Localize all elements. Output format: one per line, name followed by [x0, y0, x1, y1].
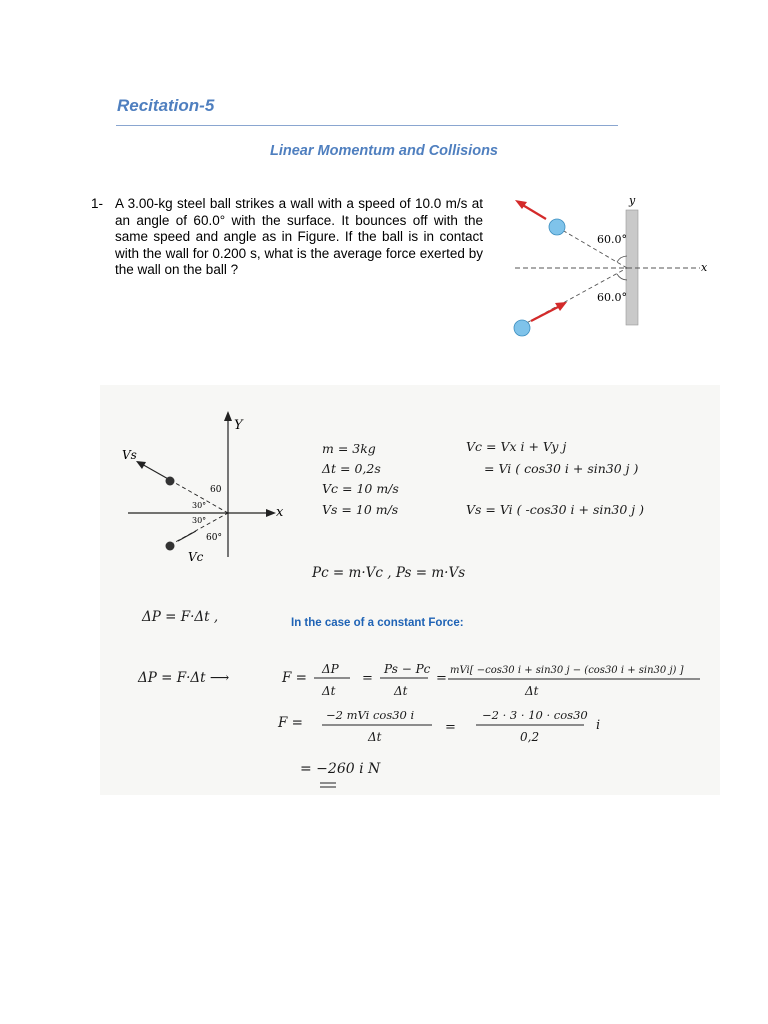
sketch-angle-30-top: 30° — [192, 501, 207, 510]
eq2-frac1-num: −2 mVi cos30 i — [326, 708, 415, 722]
given-mass: m = 3kg — [322, 441, 376, 456]
velocity-s-trig: Vs = Vi ( -cos30 i + sin30 j ) — [466, 502, 645, 517]
velocity-c-components: Vc = Vx i + Vy j — [466, 439, 567, 454]
eq2-f: F = — [278, 715, 303, 731]
problem-text: A 3.00-kg steel ball strikes a wall with a speed of 10.0 m/s at an angle of 60.0° with the surface. It bounces off with the same speed and angle as in Figure. If the ball is in contact with the wall for 0.200 s, what is the average force exerted by the wall on the ball ? — [115, 196, 483, 278]
ball-rebound — [549, 219, 565, 235]
momentum-definitions: Pc = m·Vc , Ps = m·Vs — [312, 565, 466, 581]
velocity-c-trig: = Vi ( cos30 i + sin30 j ) — [484, 461, 639, 476]
sketch-y-label: Y — [234, 418, 243, 433]
sketch-vs-label: Vs — [122, 448, 137, 462]
eq1-frac1-num: ΔP — [322, 662, 339, 676]
eq1-f: F = — [282, 670, 307, 686]
eq1-frac1-den: Δt — [322, 684, 336, 698]
given-vs: Vs = 10 m/s — [322, 502, 399, 517]
problem-number: 1- — [91, 196, 104, 211]
angle-arc-bottom — [617, 274, 627, 280]
sketch-angle-60-bottom: 60° — [206, 533, 222, 543]
figure-axis-x-label: x — [701, 261, 708, 274]
angle-label-bottom: 60.0° — [597, 291, 627, 304]
constant-force-note: In the case of a constant Force: — [291, 617, 464, 629]
incoming-velocity-arrow — [531, 306, 560, 321]
collision-figure — [505, 190, 720, 345]
ball-incoming — [514, 320, 530, 336]
eq2-eq: = — [445, 720, 456, 735]
handwritten-solution — [100, 385, 720, 795]
sketch-vc-label: Vc — [188, 550, 204, 564]
subtitle-text: Linear Momentum and Collisions — [270, 143, 498, 159]
angle-label-top: 60.0° — [597, 233, 627, 246]
sketch-angle-30-bottom: 30° — [192, 516, 207, 525]
eq1-left: ΔP = F·Δt ⟶ — [138, 670, 230, 686]
scan-background — [100, 385, 720, 795]
impulse-equation: ΔP = F·Δt , — [142, 609, 219, 625]
result: = −260 i N — [300, 761, 381, 777]
eq2-unit: i — [596, 718, 601, 733]
sketch-angle-60-top: 60 — [210, 485, 222, 495]
eq1-frac3-num: mVi[ −cos30 i + sin30 j − (cos30 i + sin30 j) ] — [450, 665, 684, 676]
title-rule — [116, 125, 618, 126]
given-dt: Δt = 0,2s — [322, 461, 381, 476]
sketch-x-label: x — [276, 505, 284, 520]
eq2-frac2-den: 0,2 — [520, 730, 540, 744]
page-subtitle — [0, 143, 768, 159]
eq2-frac2-num: −2 · 3 · 10 · cos30 — [482, 708, 588, 722]
eq1-frac2-den: Δt — [394, 684, 408, 698]
eq2-frac1-den: Δt — [368, 730, 382, 744]
sketch-ball-bottom — [166, 542, 175, 551]
wall — [626, 210, 638, 325]
rebound-velocity-arrow — [521, 204, 546, 219]
angle-arc-top — [617, 256, 627, 262]
eq1-frac2-num: Ps − Pc — [384, 662, 431, 676]
given-vc: Vc = 10 m/s — [322, 481, 399, 496]
eq1-eq: = — [362, 671, 373, 686]
eq1-eq2: = — [436, 671, 447, 686]
sketch-ball-top — [166, 477, 175, 486]
page-title: Recitation-5 — [117, 96, 215, 115]
figure-axis-y-label: y — [629, 194, 636, 207]
eq1-frac3-den: Δt — [525, 684, 539, 698]
